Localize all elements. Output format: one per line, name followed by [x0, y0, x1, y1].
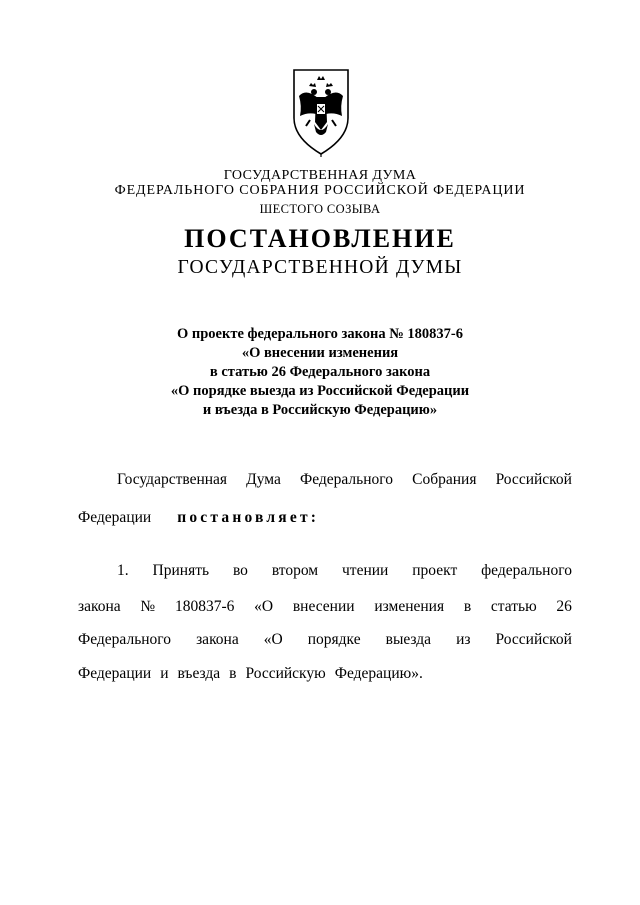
word: в [229, 665, 237, 682]
word: Собрания [412, 471, 477, 488]
word: 26 [556, 598, 572, 615]
russian-coat-of-arms-icon [290, 66, 352, 158]
subject-line-2: «О внесении изменения [241, 345, 399, 361]
word: проект [412, 562, 458, 579]
word: Российскую [245, 665, 326, 682]
preamble-line-2 [78, 508, 572, 528]
preamble-line-1 [117, 470, 572, 490]
document-subtitle: ГОСУДАРСТВЕННОЙ ДУМЫ [177, 257, 463, 278]
word: «О [254, 598, 274, 615]
word: Российской [495, 631, 572, 648]
word: 180837-6 [174, 598, 235, 615]
item1-line-3 [78, 630, 572, 650]
word: закона [78, 598, 121, 615]
item1-line-1 [117, 561, 572, 581]
word: Государственная [117, 471, 228, 488]
word: внесении [292, 598, 355, 615]
document-title: ПОСТАНОВЛЕНИЕ [184, 224, 456, 253]
subject-line-3: в статью 26 Федерального закона [209, 364, 431, 380]
word: Российской [495, 471, 572, 488]
subject-line-5: и въезда в Российскую Федерацию» [202, 402, 438, 418]
item1-line-2 [78, 597, 572, 617]
word: из [456, 631, 471, 648]
word: Дума [246, 471, 281, 488]
word: в [463, 598, 472, 615]
word: Федерации [78, 509, 152, 526]
subject-line-1: О проекте федерального закона № 180837-6 [176, 326, 464, 342]
word: статью [490, 598, 537, 615]
word: въезда [177, 665, 221, 682]
resolution-verb: постановляет: [177, 509, 320, 526]
word: втором [271, 562, 319, 579]
word: «О [263, 631, 283, 648]
word: закона [196, 631, 239, 648]
word: Федерации [78, 665, 152, 682]
word: Федерального [78, 631, 172, 648]
word: Федерального [299, 471, 394, 488]
item1-line-4 [78, 664, 572, 684]
header-line-3: ШЕСТОГО СОЗЫВА [259, 202, 381, 216]
header-line-1: ГОСУДАРСТВЕННАЯ ДУМА [223, 168, 417, 183]
word: Принять [152, 562, 210, 579]
word: и [160, 665, 169, 682]
word: во [232, 562, 248, 579]
subject-line-4: «О порядке выезда из Российской Федерации [170, 383, 470, 399]
word: № [140, 598, 156, 615]
word: федерального [481, 562, 572, 579]
word: выезда [385, 631, 432, 648]
word: Федерацию». [334, 665, 423, 682]
word: чтении [342, 562, 389, 579]
item-number: 1. [117, 562, 129, 579]
word: порядке [307, 631, 361, 648]
word: изменения [374, 598, 445, 615]
header-line-2: ФЕДЕРАЛЬНОГО СОБРАНИЯ РОССИЙСКОЙ ФЕДЕРАЦИИ [114, 183, 526, 198]
